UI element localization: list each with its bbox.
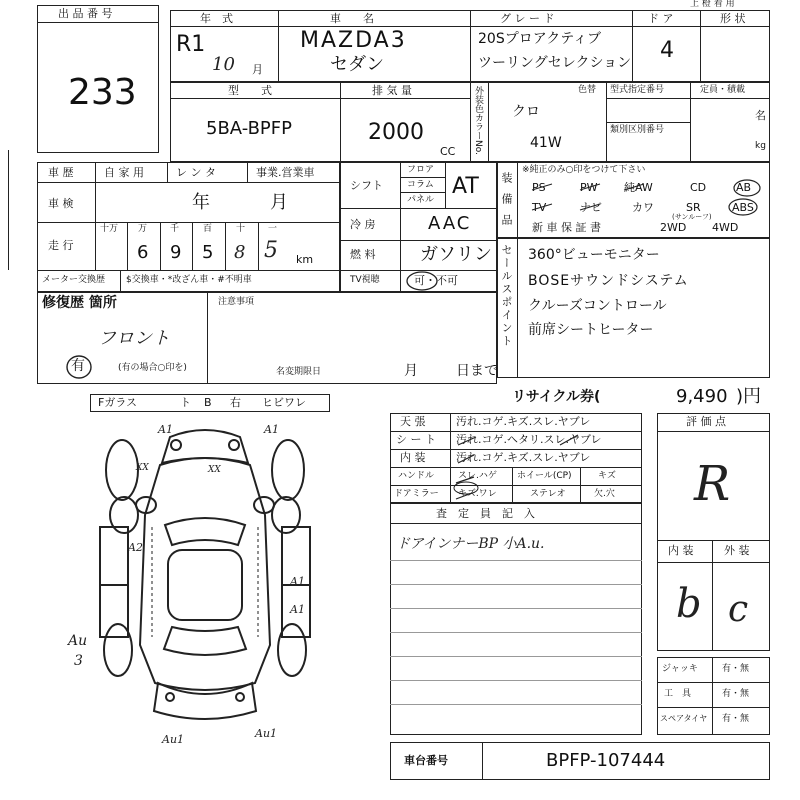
history-private: 自 家 用 [104,166,144,179]
fuel-label: 燃 料 [350,248,376,261]
equip-alloy: 純AW [624,181,653,194]
capacity-unit2: kg [755,141,766,151]
capacity-label: 定員・積載 [700,85,746,95]
inspector-label: 査 定 員 記 入 [436,507,535,520]
equip-leather: カワ [632,201,654,214]
mark-left-side: Au [68,633,88,649]
mark-front-left: A1 [158,423,173,436]
cond-mirror-label: ドアミラー [394,489,439,499]
tv-options: 可・不可 [414,274,458,287]
glass-b: B [204,396,212,409]
glass-front: Fガラス [98,396,137,409]
cond-handle-items: スレ.ハゲ [458,471,497,481]
meter-options: $交換車・*改ざん車・#不明車 [126,275,252,285]
color-side-label: 外装色カラーNo. [473,86,483,155]
cond-interior-label: 内 装 [400,451,426,464]
type-designation-label: 型式指定番号 [610,85,665,95]
tv-label: TV視聴 [350,275,380,285]
history-label: 車 歴 [48,166,74,179]
mark-front-right: A1 [264,423,279,436]
displacement-label: 排 気 量 [372,84,412,97]
lot-number: 233 [68,72,137,113]
inspection-month: 月 [270,192,288,213]
digit-header-100k: 十万 [100,224,119,234]
repair-label: 修復歴 箇所 [42,295,117,311]
digit-header-10k: 万 [138,224,148,234]
model-value: 5BA-BPFP [206,118,292,139]
tool-spare-value: 有・無 [722,714,750,724]
cond-stereo-label: ステレオ [530,489,566,499]
mark-rear-left: Au1 [162,733,185,746]
digit-header-100: 百 [203,224,213,234]
mark-door-left: A2 [128,541,143,554]
mileage-label: 走 行 [48,239,74,252]
mileage-digit-10k: 6 [137,242,149,263]
year-label: 年 式 [200,12,233,25]
equip-ps: PS [532,181,546,194]
inspector-note: ドアインナーBP 小A.u. [396,536,545,552]
capacity-unit1: 名 [755,109,766,122]
glass-to: ト [180,396,191,409]
year-value: R1 [176,32,206,57]
month-value: 10 [212,54,235,75]
grade-label: グ レ ー ド [500,12,555,25]
color-value: クロ [512,104,540,120]
transfer-month: 月 [404,363,418,379]
digit-header-10: 十 [236,224,246,234]
shift-floor: フロア [407,165,435,175]
mark-door-right-rear: A1 [290,603,305,616]
body-type: セダン [330,54,385,75]
inspection-label: 車 検 [48,197,74,210]
inspection-year: 年 [192,192,210,213]
car-diagram [60,415,350,755]
glass-crack: ヒビワレ [262,396,306,409]
tool-spare-label: スペアタイヤ [660,714,708,723]
mark-left-side-count: 3 [74,653,83,669]
margin-mark [8,150,9,270]
transfer-day: 日まで [456,363,498,379]
history-rental: レ ン タ [176,166,216,179]
cond-ceiling-label: 天 張 [400,415,426,428]
equip-tv: TV [532,201,547,214]
tool-tools-value: 有・無 [722,689,750,699]
ac-label: 冷 房 [350,218,376,231]
mark-hood: XX [208,465,221,475]
score-value: R [694,456,731,512]
score-exterior-value: c [728,589,749,630]
equip-sr-note: (サンルーフ) [672,213,712,221]
cond-seat-label: シ ー ト [396,433,436,446]
recycle-amount: 9,490 [676,386,728,407]
equip-abs: ABS [732,201,754,214]
score-box [657,413,770,651]
cond-ceiling-items: 汚れ.コゲ.キズ.スレ.ヤブレ [456,415,591,428]
month-unit: 月 [252,63,263,76]
equip-pw: PW [580,181,598,194]
cond-mirror-items: キズ.ワレ [458,489,497,499]
model-label: 型 式 [228,84,272,97]
category-label: 類別区別番号 [610,125,665,135]
chassis-label: 車台番号 [404,754,448,767]
repair-note: (有の場合○印を) [118,363,187,373]
sales-point-4: 前席シートヒーター [528,322,654,338]
mark-rear-right: Au1 [255,727,278,740]
fuel-value: ガソリン [420,244,492,265]
tool-tools-label: 工 具 [664,689,692,699]
equip-ab: AB [736,181,752,194]
digit-header-1k: 千 [170,224,180,234]
equipment-note: ※純正のみ○印をつけて下さい [522,165,646,175]
equipment-label: 装備品 [500,172,513,235]
history-business: 事業.営業車 [256,166,315,179]
tool-jack-label: ジャッキ [662,664,698,674]
cond-wheel-items: キズ [598,471,616,481]
equip-navi: ナビ [580,201,602,214]
shift-value: AT [452,174,479,199]
cond-stereo-items: 欠.穴 [594,489,615,499]
recycle-unit: )円 [736,386,762,407]
score-exterior-label: 外 装 [724,544,750,557]
equip-cd: CD [690,181,707,194]
score-interior-value: b [676,581,702,627]
sales-point-1: 360°ビューモニター [528,247,660,263]
grade-line2: ツーリングセレクション [478,55,632,71]
sales-point-2: BOSEサウンドシステム [528,273,689,289]
doors-value: 4 [660,38,674,63]
ac-value: AAC [428,213,472,234]
color-swap-label: 色替 [578,85,597,95]
displacement-value: 2000 [368,120,424,145]
digit-header-1: 一 [268,224,278,234]
cond-wheel-label: ホイール(CP) [517,471,572,481]
score-interior-label: 内 装 [668,544,694,557]
chassis-value: BPFP-107444 [546,750,666,771]
cond-seat-items: 汚れ.コゲ.ヘタリ.スレ.ヤブレ [456,433,602,446]
condition-marks [450,413,642,503]
mileage-digit-100: 5 [202,242,214,263]
mileage-unit: km [296,253,314,266]
recycle-label: リサイクル券( [512,389,601,405]
shift-label: シフト [350,179,383,192]
mileage-digit-10: 8 [234,242,246,263]
meter-label: メーター交換歴 [42,275,106,285]
sales-points-label: セールスポイント [500,244,513,348]
car-label: 車 名 [330,12,374,25]
shift-panel: パネル [407,195,435,205]
sales-point-3: クルーズコントロール [528,298,667,314]
tool-jack-value: 有・無 [722,664,750,674]
transfer-label: 名変期限日 [276,367,322,377]
doors-label: ド ア [648,12,674,25]
repair-circled: 有 [71,358,85,374]
grade-line1: 20Sプロアクティブ [478,31,602,47]
mileage-digit-1k: 9 [170,242,182,263]
car-name: MAZDA3 [300,28,407,53]
mark-door-right-front: A1 [290,575,305,588]
equip-2wd: 2WD [660,221,687,234]
cond-handle-label: ハンドル [398,471,435,481]
mark-fender-left: XX [136,463,149,473]
equip-4wd: 4WD [712,221,739,234]
displacement-unit: CC [440,145,456,158]
cond-interior-items: 汚れ.コゲ.キズ.スレ.ヤブレ [456,451,591,464]
lot-label: 出 品 番 号 [58,7,113,20]
shape-label: 形 状 [720,12,746,25]
equip-warranty: 新 車 保 証 書 [532,221,601,234]
color-code: 41W [530,135,562,151]
repair-handwritten: フロント [98,328,170,349]
tv-circle-mark [404,268,440,294]
shift-column: コラム [407,180,434,190]
caution-label: 注意事項 [218,297,255,307]
equip-sr: SR [686,201,701,214]
top-right-text: 上 橙 看 用 [690,0,735,9]
glass-right: 右 [230,396,241,409]
mileage-digit-1: 5 [264,238,278,263]
score-label: 評 価 点 [686,415,726,428]
equipment-marks [520,176,770,216]
